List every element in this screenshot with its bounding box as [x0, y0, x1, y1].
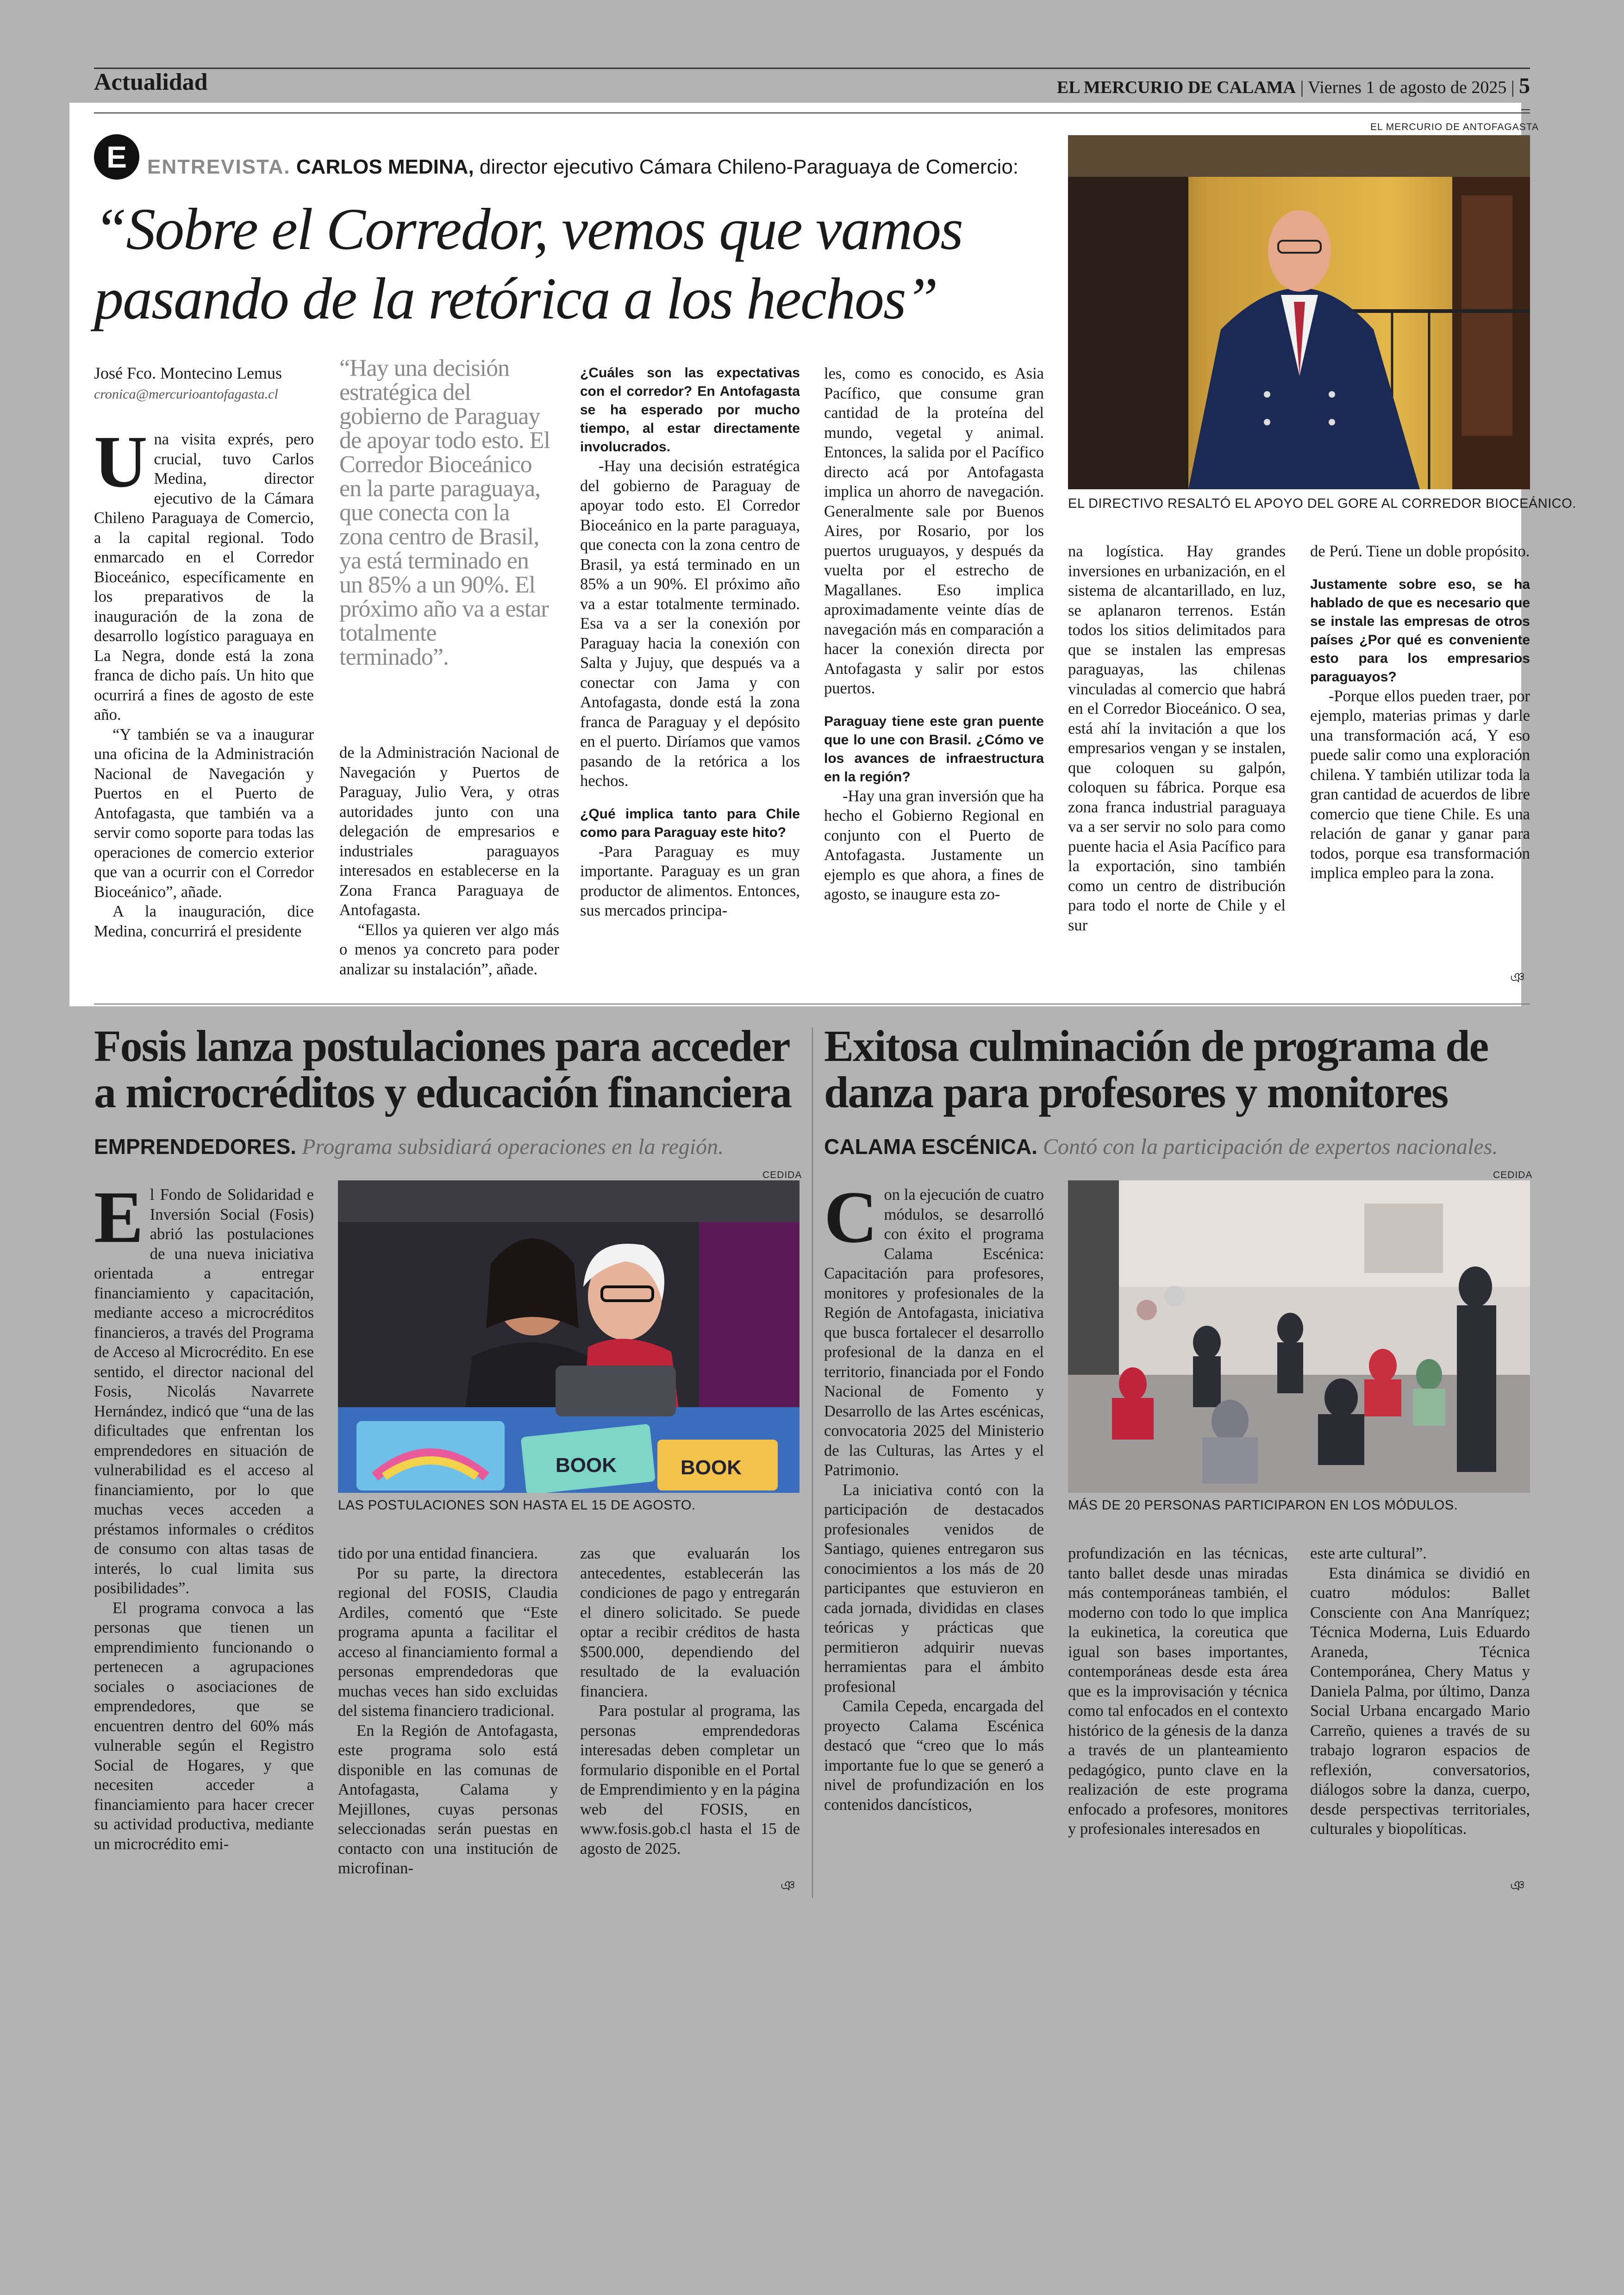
paragraph: de Perú. Tiene un doble propósito. [1310, 543, 1530, 560]
interview-photo-caption: EL DIRECTIVO RESALTÓ EL APOYO DEL GORE AL CORREDOR BIOCEÁNICO. [1068, 496, 1576, 511]
danza-headline-line-1: Exitosa culminación de programa de [824, 1021, 1488, 1071]
end-of-article-icon: ঞ [1510, 1878, 1525, 1894]
author-name: José Fco. Montecino Lemus [94, 364, 282, 382]
kicker-label: ENTREVISTA. [147, 156, 291, 178]
paragraph: -Para Paraguay es muy importante. Paraguay es un gran productor de alimentos. Entonces, sus mercados principa- [580, 842, 800, 919]
paragraph: -Hay una decisión estratégica del gobierno de Paraguay de apoyar todo esto. El Corredor Bioceánico en la parte paraguaya, que conecta con la zona centro de Brasil, ya está terminado en un 85% a un 90%. El próximo año va a estar totalmente terminado. Esa va a ser la conexión por Paraguay hacia la conexión con Salta y Jujuy, que después va a conectar con Jama y con Antofagasta, donde está la zona franca de Paraguay y el depósito en el puerto. Diríamos que vamos pasando de la retórica a los hechos. [580, 457, 800, 790]
danza-headline [824, 1023, 1530, 1116]
interview-question: Paraguay tiene este gran puente que lo une con Brasil. ¿Cómo ve los avances de infraestructura en la región? [824, 713, 1044, 785]
interview-column-2 [339, 743, 559, 991]
headline-line-1: “Sobre el Corredor, vemos que vamos [94, 196, 962, 262]
interview-kicker [147, 156, 1018, 179]
interview-column-3 [580, 364, 800, 991]
fosis-deck [94, 1134, 724, 1160]
paragraph: “Ellos ya quieren ver algo más o menos ya concreto para poder analizar su instalación”, añade. [339, 921, 559, 978]
fosis-headline-line-2: a microcréditos y educación financiera [94, 1067, 791, 1117]
fosis-entrepreneurs-photo [338, 1180, 800, 1493]
interview-headline [94, 194, 1057, 333]
paragraph: Esta dinámica se dividió en cuatro módulos: Ballet Consciente con Ana Manríquez; Técnica Moderna, Luis Eduardo Araneda, Técnica Contemporánea, Chery Matus y Daniela Palma, por último, Danza Social Urbana encargado Mario Carreño, quienes a través de su trabajo lograron espacios de reflexión, conversatorios, diálogos sobre la danza, cuerpo, desde perspectivas territoriales, culturales y biopolíticas. [1310, 1564, 1530, 1838]
interview-column-1 [94, 430, 314, 990]
paragraph: Por su parte, la directora regional del FOSIS, Claudia Ardiles, comentó que “Este programa apunta a facilitar el acceso al financiamiento formal a personas emprendedoras que muchas veces han sido excluidas del sistema financiero tradicional. [338, 1564, 558, 1720]
column-divider [812, 1028, 813, 1898]
danza-column-3 [1310, 1544, 1530, 1900]
pull-quote: “Hay una decisión estratégica del gobierno de Paraguay de apoyar todo esto. El Corredor Bioceánico en la parte paraguaya, que conecta con la zona centro de Brasil, ya está terminado en un 85% a un 90%. El próximo año va a estar totalmente terminado”. [339, 355, 550, 670]
drop-cap: U [94, 430, 148, 503]
interview-question: ¿Cuáles son las expectativas con el corredor? En Antofagasta se ha esperado por mucho tiempo, al estar directamente involucrados. [580, 365, 800, 455]
paragraph: El programa convoca a las personas que tienen un emprendimiento funcionando o pertenecen a agrupaciones sociales o asociaciones de emprendedores, que se encuentren dentro del 60% más vulnerable según el Registro Social de Hogares, y que necesiten acceder a financiamiento para hacer crecer su actividad productiva, mediante un microcrédito emi- [94, 1599, 314, 1853]
paragraph: de la Administración Nacional de Navegación y Puertos de Paraguay, Julio Vera, y otras autoridades junto con una delegación de empresarios e industriales paraguayos interesados en establecerse en la Zona Franca Paraguaya de Antofagasta. [339, 744, 559, 919]
page-header-info: EL MERCURIO DE CALAMA | Viernes 1 de agosto de 2025 | 5 [1056, 74, 1530, 98]
newspaper-name: EL MERCURIO DE CALAMA [1056, 78, 1296, 97]
paragraph: tido por una entidad financiera. [338, 1545, 538, 1562]
fosis-headline-line-1: Fosis lanza postulaciones para acceder [94, 1021, 790, 1071]
paragraph: este arte cultural”. [1310, 1545, 1427, 1562]
page-number: 5 [1519, 74, 1530, 98]
fosis-subtitle: Programa subsidiará operaciones en la región. [302, 1135, 724, 1159]
interview-question: ¿Qué implica tanto para Chile como para Paraguay este hito? [580, 806, 800, 840]
drop-cap: C [824, 1185, 878, 1258]
paragraph: profundización en las técnicas, tanto ballet desde unas miradas más contemporáneas también, el moderno con todo lo que implica la eukinetica, la coreutica que igual son bases importantes, contemporáneas desde esta área que es la improvisación y técnica como tal enfocados en el contexto histórico de la génesis de la danza a través de un planteamiento pedagógico, punto clave en la realización de este programa enfocado a profesores, monitores y profesionales interesados en [1068, 1545, 1288, 1838]
danza-subtitle: Contó con la participación de expertos nacionales. [1043, 1135, 1498, 1159]
interview-column-4 [824, 364, 1044, 991]
fosis-column-1 [94, 1185, 314, 1898]
section-title: Actualidad [94, 69, 208, 95]
interview-question: Justamente sobre eso, se ha hablado de que es necesario que se instale las empresas de otros países ¿Por qué es conveniente esto para los empresarios paraguayos? [1310, 576, 1530, 685]
paragraph: les, como es conocido, es Asia Pacífico, que consume gran cantidad de la proteína del mundo, vegetal y animal. Entonces, la salida por el Pacífico directo acá por Antofagasta implica un ahorro de navegación. Generalmente sale por Buenos Aires, por Rosario, por los puertos uruguayos, y después da vuelta por el estrecho de Magallanes. Eso implica aproximadamente veinte días de navegación más en comparación a hacer la conexión directa por Antofagasta y salir por estos puertos. [824, 365, 1044, 697]
book-sign-1: BOOK [556, 1454, 617, 1477]
headline-line-2: pasando de la retórica a los hechos” [94, 266, 937, 331]
danza-headline-line-2: danza para profesores y monitores [824, 1067, 1448, 1117]
end-of-article-icon: ঞ [781, 1878, 795, 1894]
danza-column-2 [1068, 1544, 1288, 1900]
paragraph: A la inauguración, dice Medina, concurrirá el presidente [94, 903, 314, 940]
top-rule [94, 68, 1530, 69]
paragraph: En la Región de Antofagasta, este programa solo está disponible en las comunas de Antofagasta, Calama y Mejillones, cuyas personas seleccionadas serán puestas en contacto con una institución de microfinan- [338, 1721, 558, 1877]
danza-photo-credit: CEDIDA [1493, 1170, 1533, 1180]
fosis-kicker: EMPRENDEDORES. [94, 1135, 297, 1159]
fosis-photo-caption: LAS POSTULACIONES SON HASTA EL 15 DE AGOSTO. [338, 1498, 696, 1513]
danza-photo-caption: MÁS DE 20 PERSONAS PARTICIPARON EN LOS MÓDULOS. [1068, 1498, 1458, 1513]
end-of-article-icon: ঞ [1510, 970, 1525, 985]
danza-deck [824, 1134, 1498, 1160]
danza-kicker: CALAMA ESCÉNICA. [824, 1135, 1037, 1159]
interview-column-6 [1310, 542, 1530, 991]
paragraph: na logística. Hay grandes inversiones en urbanización, en el sistema de alcantarillado, en luz, se aplanaron terrenos. Están todos los sitios delimitados para que se instalen las empresas paraguayas, las chilenas vinculadas al comercio que habrá en el Corredor Bioceánico. O sea, está ahí la invitación a que los empresarios vengan y se instalen, que coloquen su galpón, coloquen su fábrica. Porque esa zona franca industrial paraguaya va a ser servir no solo para como puente hacia el Asia Pacífico para la exportación, sino también como un centro de distribución para todo el norte de Chile y el sur [1068, 543, 1286, 934]
interview-photo [1068, 135, 1530, 489]
panel-top-rule [94, 112, 1530, 113]
dance-workshop-photo [1068, 1180, 1530, 1493]
paragraph: -Hay una gran inversión que ha hecho el Gobierno Regional en conjunto con el Puerto de Antofagasta. Justamente un ejemplo es que ahora, a fines de agosto, se inaugure esta zo- [824, 787, 1044, 903]
paragraph: zas que evaluarán los antecedentes, establecerán las condiciones de pago y entregarán el dinero solicitado. Se puede optar a recibir créditos de hasta $500.000, dependiendo del resultado de la evaluación financiera. [580, 1545, 800, 1700]
paragraph: “Y también se va a inaugurar una oficina de la Administración Nacional de Navegación y Puertos en el Puerto de Antofagasta, que también va a servir como soporte para todas las operaciones de comercio exterior que van a ocurrir con el Corredor Bioceánico”, añade. [94, 725, 314, 901]
paragraph: na visita exprés, pero crucial, tuvo Carlos Medina, director ejecutivo de la Cámara Chileno Paraguaya de Comercio, a la capital regional. Todo enmarcado en el Corredor Bioceánico, específicamente en los preparativos de la inauguración de la zona de desarrollo logístico paraguaya en La Negra, donde está la zona franca de dicho país. Un hito que ocurrirá a fines de agosto de este año. [94, 430, 314, 723]
drop-cap: E [94, 1185, 144, 1258]
kicker-role: director ejecutivo Cámara Chileno-Paraguaya de Comercio: [479, 156, 1019, 178]
fosis-column-2 [338, 1544, 558, 1900]
book-sign-2: BOOK [681, 1456, 742, 1479]
paragraph: Camila Cepeda, encargada del proyecto Calama Escénica destacó que “creo que lo más importante fue lo que se generó a nivel de profundización en los contenidos dancísticos, [824, 1697, 1044, 1814]
photo-credit: EL MERCURIO DE ANTOFAGASTA [1370, 122, 1539, 132]
fosis-column-3 [580, 1544, 800, 1900]
author-email[interactable]: cronica@mercurioantofagasta.cl [94, 387, 278, 402]
danza-photo [1068, 1180, 1530, 1493]
danza-column-1 [824, 1185, 1044, 1898]
interview-column-5 [1068, 542, 1286, 991]
paragraph: -Porque ellos pueden traer, por ejemplo, materias primas y darle una transformación acá, Y eso puede salir como una exploración chilena. Y también utilizar toda la gran cantidad de acuerdos de libre comercio que tiene Chile. Es una relación de ganar y ganar para todos, porque esa transformación implica empleo para la zona. [1310, 687, 1530, 882]
kicker-name: CARLOS MEDINA, [296, 156, 474, 178]
fosis-photo-credit: CEDIDA [762, 1170, 802, 1180]
paragraph: l Fondo de Solidaridad e Inversión Social (Fosis) abrió las postulaciones de una nueva iniciativa orientada a entregar financiamiento y capacitación, mediante acceso a microcréditos financieros, a través del Programa de Acceso al Microcrédito. En ese sentido, el director nacional del Fosis, Nicolás Navarrete Hernández, indicó que “una de las dificultades que enfrentan los emprendedores en situación de vulnerabilidad es el acceso al financiamiento, por lo que muchas veces acceden a préstamos informales o créditos de consumo con altas tasas de interés, lo cual limita sus posibilidades”. [94, 1186, 314, 1597]
issue-date: Viernes 1 de agosto de 2025 [1308, 78, 1507, 97]
carlos-medina-photo [1068, 135, 1530, 489]
paragraph: on la ejecución de cuatro módulos, se desarrolló con éxito el programa Calama Escénica: Capacitación para profesores, monitores y profesionales de la Región de Antofagasta, iniciativa que busca fortalecer el desarrollo profesional de la danza en el territorio, financiada por el Fondo Nacional de Fomento y Desarrollo de las Artes escénicas, convocatoria 2025 del Ministerio de las Culturas, las Artes y el Patrimonio. [824, 1186, 1044, 1479]
interview-badge: E [94, 134, 139, 180]
fosis-photo [338, 1180, 800, 1493]
fosis-headline [94, 1023, 807, 1116]
paragraph: La iniciativa contó con la participación de destacados profesionales venidos de Santiago, quienes entregaron sus conocimientos a los más de 20 participantes que estuvieron en cada jornada, divididas en clases teóricas y prácticas que permitieron adquirir nuevas herramientas para el ámbito profesional [824, 1481, 1044, 1696]
paragraph: Para postular al programa, las personas emprendedoras interesadas deben completar un formulario disponible en el Portal de Emprendimiento y en la página web del FOSIS, en www.fosis.gob.cl hasta el 15 de agosto de 2025. [580, 1702, 800, 1858]
